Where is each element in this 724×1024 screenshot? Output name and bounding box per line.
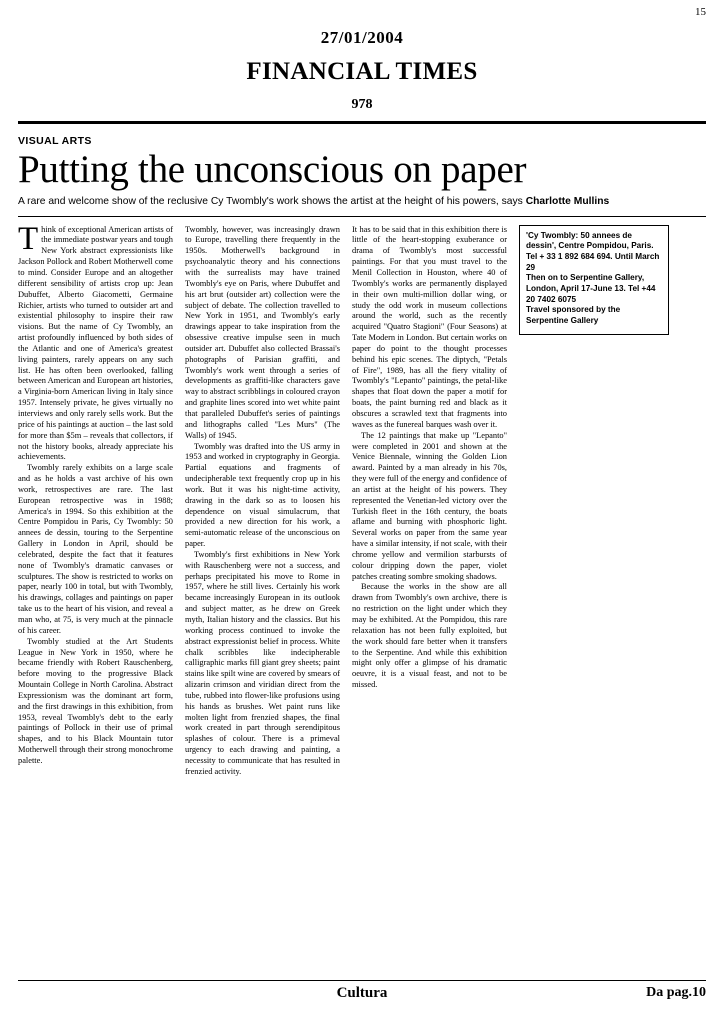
column-3 — [352, 225, 507, 691]
publication-title: FINANCIAL TIMES — [246, 58, 478, 85]
footer-divider — [18, 980, 706, 981]
footer-section-name: Cultura — [336, 985, 388, 1001]
paragraph: Twombly studied at the Art Students League in New York in 1950, where he became friendly with Robert Rauschenberg, before moving to the progressive Black Mountain College in North Carolina. Abstract Expressionism was the dominant art form, and the first drawings in this exhibition, from 1953, reveal Twombly's debt to the early paintings of Pollock in their use of primal shapes, and to his Black Mountain tutor Motherwell through their strong monochrome palette. — [18, 636, 173, 765]
folio-number: 15 — [695, 6, 706, 18]
masthead-divider — [18, 121, 706, 124]
page-title: Putting the unconscious on paper — [18, 148, 527, 191]
page-footer — [18, 980, 706, 1014]
column-4-sidebar — [519, 225, 669, 335]
info-line: Travel sponsored by the Serpentine Gallery — [526, 305, 621, 325]
footer-continuation: Da pag.10 — [646, 985, 706, 1000]
exhibition-info-box — [519, 225, 669, 335]
paragraph: Twombly rarely exhibits on a large scale and as he holds a vast archive of his own work, retrospectives are rare. The last European retrospective was in 1988; America's in 1994. So this exhibition at the Centre Pompidou in Paris, Cy Twombly: 50 annees de dessin, touring to the Serpentine Gallery in London in April, should be celebrated, despite the fact that it features none of Twombly's dramatic canvases or sculptures. The show is restricted to works on paper, nearly 100 in total, but with Twombly, his drawings, collages and paintings on paper take us to the heart of his vision, and reveal a man who, at 75, is very much at the pinnacle of his career. — [18, 463, 173, 635]
publication-date: 27/01/2004 — [320, 28, 404, 47]
column-1 — [18, 220, 173, 767]
paragraph: Because the works in the show are all drawn from Twombly's own archive, there is no restriction on the light under which they may be exhibited. At the Pompidou, this rare relaxation has not been fully exploited, but the work should fare better when it transfers to the Serpentine. And while this exhibition might only offer a glimpse of his dramatic oeuvre, it is a visual feast, and not to be missed. — [352, 582, 507, 690]
column-2 — [185, 225, 340, 778]
paragraph-text: hink of exceptional American artists of the immediate postwar years and tough New York abstract expressionists like Jackson Pollock and Robert Motherwell come to mind. Consider Europe and an altogether different sensibility of artists crop up: Jean Dubuffet, Alberto Giacometti, Germaine Richier, artists who turned to outsider art and existential philosophy to inspire their raw visions. But the name of Cy Twombly, an artist profoundly influenced by both sides of the Atlantic and one of America's greatest living painters, rarely appears on any such list. He has often been overlooked, falling between American and European art histories, a Virginia-born American living in Italy since 1957. Intensely private, he gives virtually no interviews and only rarely sells work. But the price of his paintings at auction – the last sold for more than $5m – reveals that collectors, if not the history books, already appreciate his achievements. — [18, 224, 173, 462]
paragraph: Twombly's first exhibitions in New York with Rauschenberg were not a success, and perhaps precipitated his move to Rome in 1957, where he still lives. Certainly his work became increasingly European in its outlook and subject matter, as he drew on Greek myth, Italian history and the classics. But his working process continued to invoke the abstract expressionist belief in process. White chalk scribbles like indecipherable calligraphic marks fill giant grey sheets; paint stains like spilt wine are covered by smears of alizarin crimson and viridian direct from the tube, rubbed into flower-like profusions using his hands as brushes. Wet paint runs like molten light from frenzied shapes, the final work created in part through serendipitous splashes of colour. There is a primeval urgency to each drawing and painting, a necessity to communicate that has resulted in frenzied activity. — [185, 549, 340, 776]
paragraph — [18, 220, 173, 464]
footer-content — [18, 985, 706, 1001]
issue-number: 978 — [351, 97, 373, 112]
standfirst-text: A rare and welcome show of the reclusive Cy Twombly's work shows the artist at the height of his powers, says — [18, 195, 526, 207]
paragraph: Twombly, however, was increasingly drawn to Europe, travelling there frequently in the 1950s. Motherwell's background in psychoanalytic theory and his connections with the surrealists may have trained Twombly's eye on Paris, where Dubuffet and his art brut (outsider art) collection were the subject of debate. The collection travelled to New York in 1951, and Twombly's early drawings appear to take inspiration from the obsessive creative impulse seen in much outsider art. Dubuffet also collected Brassai's photographs of Parisian graffiti, and Twombly's work went through a series of developments as graffiti-like characters gave way to abstract scribblings in coloured crayon and graphite lines scored into wet white paint that paralleled Dubuffet's series of paintings and lithographs called "Les Murs" (The Walls) of 1945. — [185, 224, 340, 440]
standfirst-divider — [18, 216, 706, 217]
info-line: Then on to Serpentine Gallery, London, April 17-June 13. Tel +44 20 7402 6075 — [526, 273, 656, 304]
article-columns — [18, 220, 706, 778]
masthead — [18, 28, 706, 113]
section-kicker: VISUAL ARTS — [18, 135, 92, 147]
drop-cap: T — [18, 220, 39, 257]
info-line: 'Cy Twombly: 50 annees de dessin', Centre Pompidou, Paris. Tel + 33 1 892 684 694. Until March 29 — [526, 230, 660, 272]
paragraph: The 12 paintings that make up "Lepanto" were completed in 2001 and shown at the Venice Biennale, winning the Golden Lion award. Painted by a man already in his 70s, they were full of the energy and confidence of an artist at the height of his powers. They represented the Venetian-led victory over the Turkish fleet in the 16th century, the boats aflame and burning with phosphoric light. Several works on paper from the same year have a similar intensity, if not scale, with their chrome yellow and vermilion starbursts of colour dripping down the paper, violet patches creating sombre smoking shadows. — [352, 430, 507, 581]
paragraph: It has to be said that in this exhibition there is little of the heart-stopping exuberance or drama of Twombly's most successful paintings. For that you must travel to the Menil Collection in Houston, where 40 of Twombly's works are permanently displayed in their own multi-million dollar wing, or study the odd work in museum collections around the world, such as the recently acquired "Quatro Stagioni" (Four Seasons) at Tate Modern in London. But certain works on paper do point to the thought processes behind his epic scenes. The diptych, "Petals of Fire", 1989, has all the fiery vitality of Twombly's "Lepanto" paintings, the petal-like shapes that float down the paper a motif for boats, the paint burning red and black as it obscures a scrawled text that fragments into waves as the funereal barques wash over it. — [352, 224, 507, 429]
standfirst — [18, 196, 706, 209]
byline: Charlotte Mullins — [525, 195, 610, 207]
paragraph: Twombly was drafted into the US army in 1953 and worked in cryptography in Georgia. Partial equations and fragments of undecipherable text frequently crop up in his work. But it was his night-time activity, drawing in the dark so as to loosen his dependence on visual simulacrum, that provided a new direction for his work, a semi-automatic release of the unconscious on paper. — [185, 441, 340, 549]
